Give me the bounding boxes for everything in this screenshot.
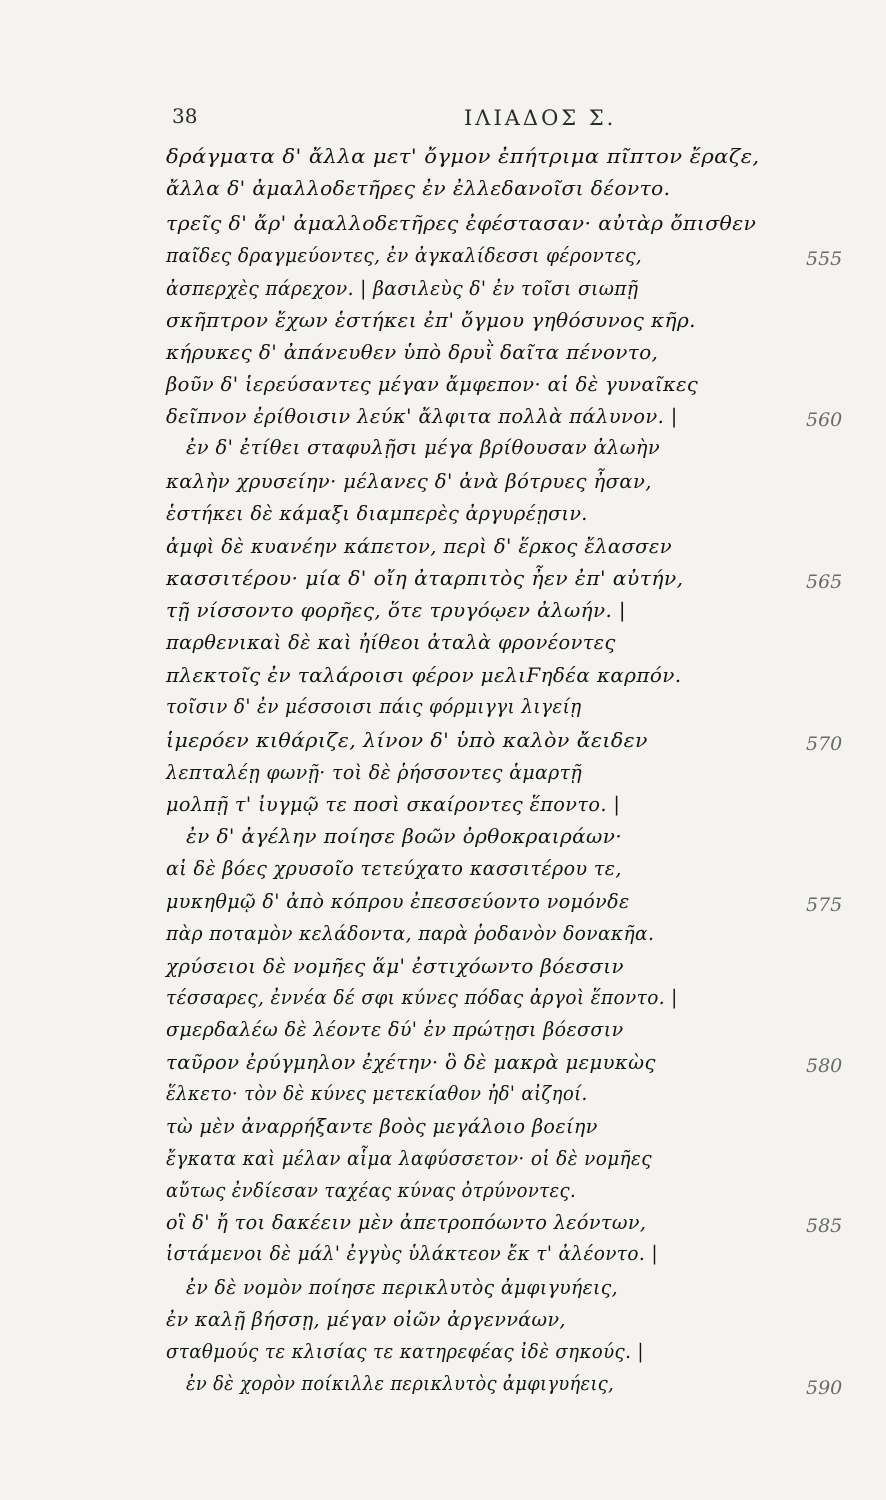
verse-line: σμερδαλέω δὲ λέοντε δύ' ἐν πρώτῃσι βόεσσιν <box>166 1017 624 1041</box>
verse-line: μυκηθμῷ δ' ἀπὸ κόπρου ἐπεσσεύοντο νομόνδε <box>166 889 630 913</box>
verse-line: παῖδες δραγμεύοντες, ἐν ἀγκαλίδεσσι φέροντες, <box>166 243 643 267</box>
line-number: 585 <box>806 1215 843 1237</box>
running-head: ΙΛΙΑΔΟΣ Σ. <box>464 106 617 130</box>
verse-line: ἄλλα δ' ἀμαλλοδετῆρες ἐν ἐλλεδανοῖσι δέοντο. <box>166 176 671 200</box>
verse-line: τῇ νίσσοντο φορῆες, ὅτε τρυγόῳεν ἀλωήν. | <box>166 598 627 622</box>
verse-line: αὔτως ἐνδίεσαν ταχέας κύνας ὀτρύνοντες. <box>166 1178 577 1202</box>
verse-line: ἐν δ' ἐτίθει σταφυλῇσι μέγα βρίθουσαν ἀλωὴν <box>186 435 661 459</box>
verse-line: ἀμφὶ δὲ κυανέην κάπετον, περὶ δ' ἕρκος ἔλασσεν <box>166 534 672 558</box>
verse-line: τὼ μὲν ἀναρρήξαντε βοὸς μεγάλοιο βοείην <box>166 1114 598 1138</box>
line-number: 580 <box>806 1055 843 1077</box>
page-number: 38 <box>172 104 198 128</box>
verse-line: ἀσπερχὲς πάρεχον. | βασιλεὺς δ' ἐν τοῖσι σιωπῇ <box>166 276 639 300</box>
verse-line: ἱμερόεν κιθάριζε, λίνον δ' ὑπὸ καλὸν ἄειδεν <box>166 728 648 752</box>
line-number: 555 <box>806 248 843 270</box>
verse-line: τρεῖς δ' ἄρ' ἀμαλλοδετῆρες ἐφέστασαν· αὐτὰρ ὄπισθεν <box>166 211 757 235</box>
verse-line: πλεκτοῖς ἐν ταλάροισι φέρον μελιϜηδέα καρπόν. <box>166 663 682 687</box>
line-number: 590 <box>806 1377 843 1399</box>
verse-line: δεῖπνον ἐρίθοισιν λεύκ' ἄλφιτα πολλὰ πάλυνον. | <box>166 404 678 428</box>
verse-line: χρύσειοι δὲ νομῆες ἅμ' ἐστιχόωντο βόεσσιν <box>166 954 624 978</box>
verse-line: δράγματα δ' ἄλλα μετ' ὄγμον ἐπήτριμα πῖπτον ἔραζε, <box>166 144 760 168</box>
verse-line: ἑστήκει δὲ κάμαξι διαμπερὲς ἀργυρέῃσιν. <box>166 501 588 525</box>
line-number: 570 <box>806 733 843 755</box>
verse-line: αἱ δὲ βόες χρυσοῖο τετεύχατο κασσιτέρου τε, <box>166 856 622 880</box>
verse-line: παρθενικαὶ δὲ καὶ ἠίθεοι ἀταλὰ φρονέοντες <box>166 630 616 654</box>
verse-line: τέσσαρες, ἐννέα δέ σφι κύνες πόδας ἀργοὶ ἕποντο. | <box>166 985 678 1009</box>
verse-line: καλὴν χρυσείην· μέλανες δ' ἀνὰ βότρυες ἦσαν, <box>166 469 652 493</box>
verse-line: λεπταλέῃ φωνῇ· τοὶ δὲ ῥήσσοντες ἁμαρτῇ <box>166 760 583 784</box>
verse-line: ἐν καλῇ βήσσῃ, μέγαν οἰῶν ἀργεννάων, <box>166 1307 566 1331</box>
verse-line: οἳ δ' ἤ τοι δακέειν μὲν ἀπετροπόωντο λεόντων, <box>166 1210 647 1234</box>
line-number: 560 <box>806 409 843 431</box>
verse-line: ἔγκατα καὶ μέλαν αἷμα λαφύσσετον· οἱ δὲ νομῆες <box>166 1146 652 1170</box>
verse-line: πὰρ ποταμὸν κελάδοντα, παρὰ ῥοδανὸν δονακῆα. <box>166 921 655 945</box>
verse-line: ἐν δ' ἀγέλην ποίησε βοῶν ὀρθοκραιράων· <box>186 824 623 848</box>
verse-line: σκῆπτρον ἔχων ἑστήκει ἐπ' ὄγμου γηθόσυνος κῆρ. <box>166 308 696 332</box>
verse-line: κήρυκες δ' ἀπάνευθεν ὑπὸ δρυῒ δαῖτα πένοντο, <box>166 340 659 364</box>
verse-line: βοῦν δ' ἱερεύσαντες μέγαν ἄμφεπον· αἱ δὲ γυναῖκες <box>166 372 699 396</box>
verse-line: τοῖσιν δ' ἐν μέσσοισι πάις φόρμιγγι λιγείῃ <box>166 694 582 718</box>
line-number: 575 <box>806 894 843 916</box>
verse-line: ταῦρον ἐρύγμηλον ἐχέτην· ὃ δὲ μακρὰ μεμυκὼς <box>166 1050 656 1074</box>
verse-line: κασσιτέρου· μία δ' οἴη ἀταρπιτὸς ἦεν ἐπ' αὐτήν, <box>166 566 684 590</box>
verse-line: σταθμούς τε κλισίας τε κατηρεφέας ἰδὲ σηκούς. | <box>166 1339 644 1363</box>
verse-line: ἱστάμενοι δὲ μάλ' ἐγγὺς ὑλάκτεον ἔκ τ' ἀλέοντο. | <box>166 1241 658 1265</box>
verse-line: ἐν δὲ νομὸν ποίησε περικλυτὸς ἀμφιγυήεις, <box>186 1275 618 1299</box>
line-number: 565 <box>806 571 843 593</box>
verse-line: μολπῇ τ' ἰυγμῷ τε ποσὶ σκαίροντες ἕποντο. | <box>166 792 621 816</box>
verse-line: ἕλκετο· τὸν δὲ κύνες μετεκίαθον ἠδ' αἰζηοί. <box>166 1081 588 1105</box>
verse-line: ἐν δὲ χορὸν ποίκιλλε περικλυτὸς ἀμφιγυήεις, <box>186 1371 615 1395</box>
